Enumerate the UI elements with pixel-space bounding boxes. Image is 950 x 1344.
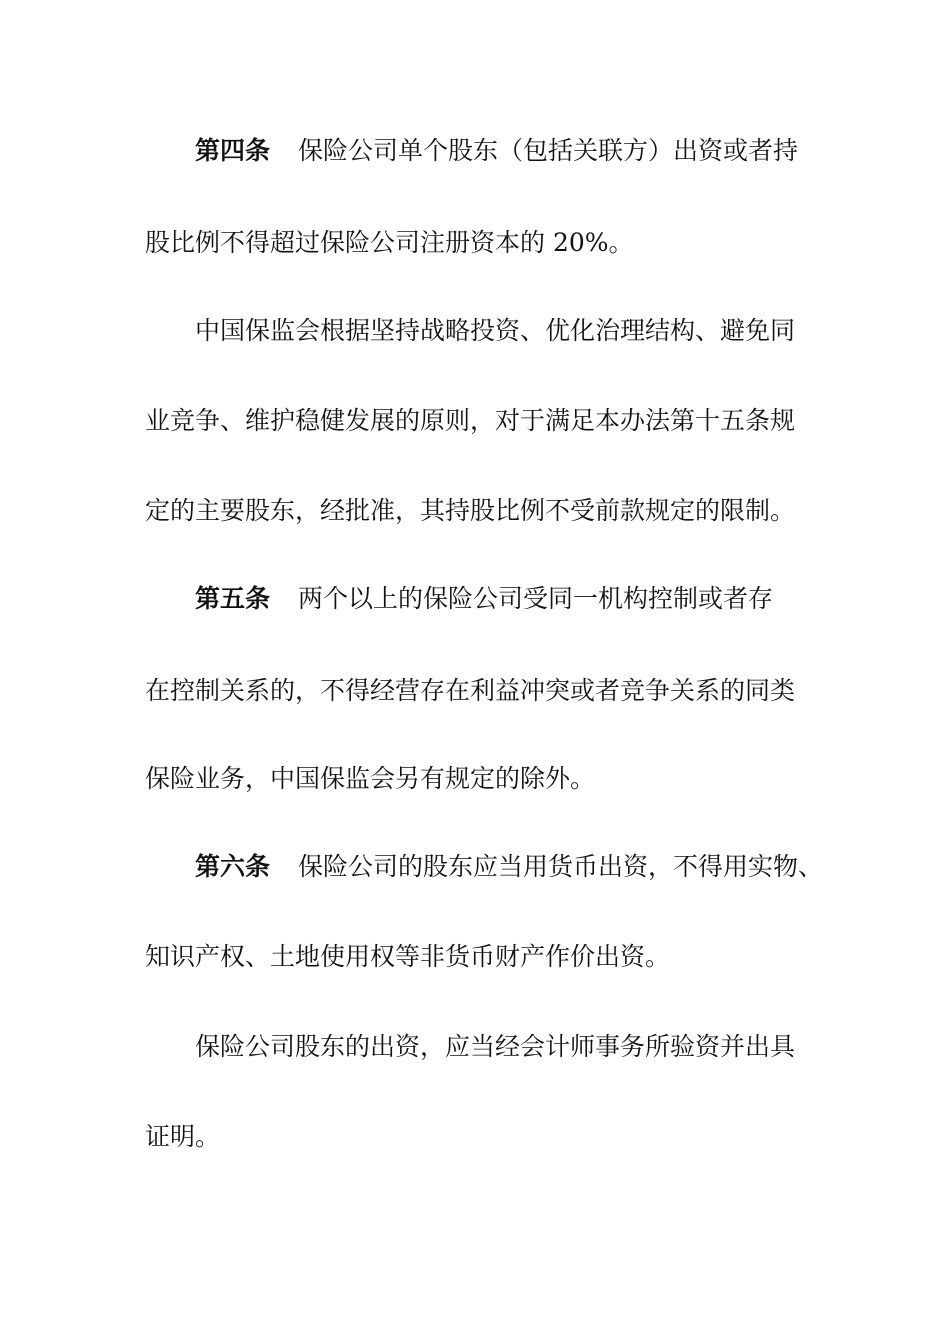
article5-line1 [0, 584, 950, 614]
article6-line1 [0, 852, 950, 882]
article5-heading: 第五条 [195, 584, 271, 613]
article6-line2: 知识产权、土地使用权等非货币财产作价出资。 [145, 942, 671, 971]
article4-heading: 第四条 [195, 136, 271, 165]
article6-text: 保险公司的股东应当用货币出资，不得用实物、 [298, 852, 824, 881]
article5-line2: 在控制关系的，不得经营存在利益冲突或者竞争关系的同类 [145, 676, 796, 705]
article4-line1 [0, 136, 950, 166]
article5-line3: 保险业务，中国保监会另有规定的除外。 [145, 764, 596, 793]
article5-text: 两个以上的保险公司受同一机构控制或者存 [298, 584, 774, 613]
article4-line2: 股比例不得超过保险公司注册资本的 20%。 [145, 228, 634, 257]
article4-text: 保险公司单个股东（包括关联方）出资或者持 [298, 136, 799, 165]
article6-p2-line2: 证明。 [145, 1122, 221, 1151]
article6-heading: 第六条 [195, 852, 271, 881]
article4-p2-line2: 业竞争、维护稳健发展的原则，对于满足本办法第十五条规 [145, 406, 796, 435]
article4-p2-line3: 定的主要股东，经批准，其持股比例不受前款规定的限制。 [145, 496, 796, 525]
article4-p2-line1: 中国保监会根据坚持战略投资、优化治理结构、避免同 [195, 316, 796, 345]
article6-p2-line1: 保险公司股东的出资，应当经会计师事务所验资并出具 [195, 1032, 796, 1061]
